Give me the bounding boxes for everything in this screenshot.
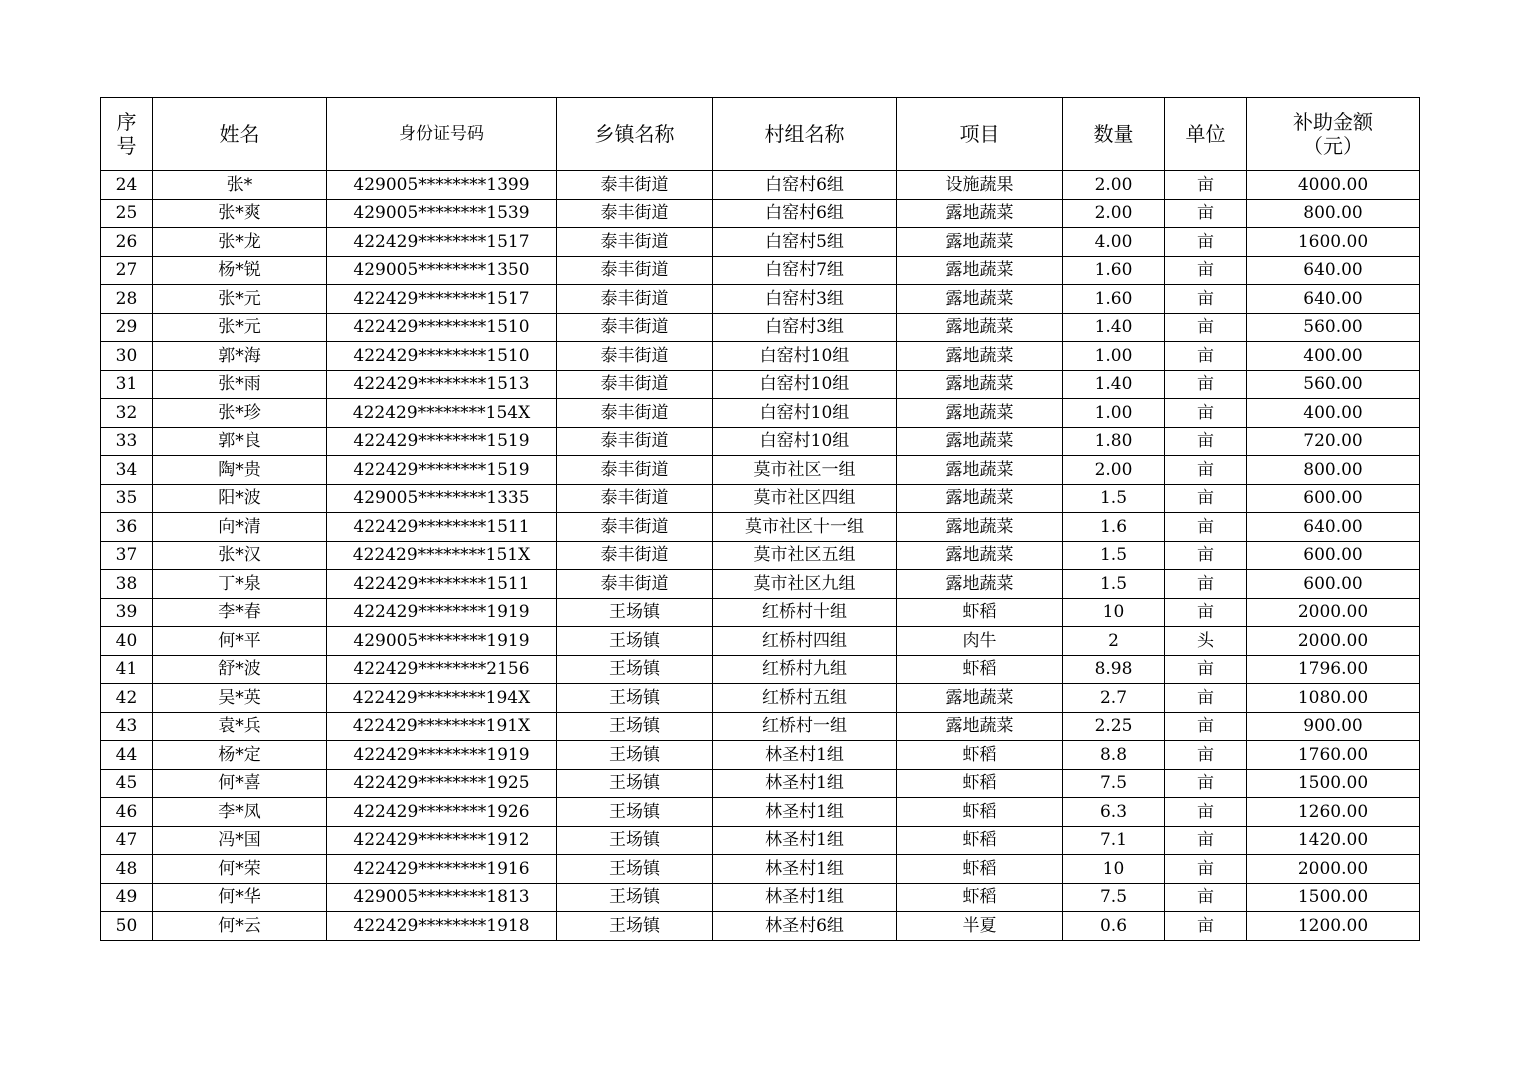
subsidy-table-sheet — [100, 97, 1420, 941]
cell-seq: 37 — [101, 541, 153, 570]
cell-name: 张*元 — [153, 285, 327, 314]
cell-unit: 亩 — [1165, 370, 1247, 399]
cell-quantity: 2 — [1063, 627, 1165, 656]
cell-project: 露地蔬菜 — [897, 541, 1063, 570]
cell-seq: 34 — [101, 456, 153, 485]
cell-seq: 42 — [101, 684, 153, 713]
cell-project: 露地蔬菜 — [897, 399, 1063, 428]
cell-project: 露地蔬菜 — [897, 427, 1063, 456]
cell-quantity: 1.80 — [1063, 427, 1165, 456]
cell-id-number: 429005********1919 — [327, 627, 557, 656]
cell-project: 露地蔬菜 — [897, 712, 1063, 741]
cell-township: 泰丰街道 — [557, 199, 713, 228]
header-quantity: 数量 — [1063, 98, 1165, 171]
cell-township: 泰丰街道 — [557, 541, 713, 570]
cell-township: 泰丰街道 — [557, 342, 713, 371]
cell-name: 舒*波 — [153, 655, 327, 684]
table-row — [101, 456, 1420, 485]
cell-subsidy-amount: 560.00 — [1247, 370, 1420, 399]
table-body — [101, 171, 1420, 941]
cell-township: 泰丰街道 — [557, 570, 713, 599]
table-row — [101, 228, 1420, 257]
cell-project: 虾稻 — [897, 655, 1063, 684]
cell-name: 冯*国 — [153, 826, 327, 855]
cell-unit: 亩 — [1165, 570, 1247, 599]
cell-name: 张*珍 — [153, 399, 327, 428]
cell-subsidy-amount: 600.00 — [1247, 484, 1420, 513]
table-row — [101, 769, 1420, 798]
table-row — [101, 627, 1420, 656]
cell-project: 露地蔬菜 — [897, 342, 1063, 371]
cell-id-number: 422429********1919 — [327, 741, 557, 770]
cell-project: 虾稻 — [897, 769, 1063, 798]
cell-id-number: 422429********1918 — [327, 912, 557, 941]
cell-seq: 41 — [101, 655, 153, 684]
cell-name: 张*爽 — [153, 199, 327, 228]
table-row — [101, 912, 1420, 941]
table-row — [101, 712, 1420, 741]
cell-subsidy-amount: 900.00 — [1247, 712, 1420, 741]
cell-township: 泰丰街道 — [557, 427, 713, 456]
cell-id-number: 422429********1919 — [327, 598, 557, 627]
cell-name: 袁*兵 — [153, 712, 327, 741]
cell-quantity: 8.98 — [1063, 655, 1165, 684]
cell-unit: 亩 — [1165, 712, 1247, 741]
cell-name: 张*元 — [153, 313, 327, 342]
table-row — [101, 370, 1420, 399]
table-row — [101, 342, 1420, 371]
table-row — [101, 655, 1420, 684]
cell-project: 虾稻 — [897, 855, 1063, 884]
cell-village-group: 红桥村一组 — [713, 712, 897, 741]
cell-village-group: 林圣村1组 — [713, 741, 897, 770]
cell-unit: 亩 — [1165, 883, 1247, 912]
cell-seq: 44 — [101, 741, 153, 770]
cell-quantity: 1.5 — [1063, 484, 1165, 513]
cell-seq: 30 — [101, 342, 153, 371]
cell-quantity: 2.25 — [1063, 712, 1165, 741]
cell-project: 露地蔬菜 — [897, 313, 1063, 342]
cell-name: 向*清 — [153, 513, 327, 542]
cell-id-number: 422429********1517 — [327, 228, 557, 257]
cell-township: 王场镇 — [557, 684, 713, 713]
cell-project: 露地蔬菜 — [897, 456, 1063, 485]
cell-seq: 25 — [101, 199, 153, 228]
cell-seq: 43 — [101, 712, 153, 741]
cell-project: 虾稻 — [897, 826, 1063, 855]
cell-township: 泰丰街道 — [557, 256, 713, 285]
cell-subsidy-amount: 4000.00 — [1247, 171, 1420, 200]
cell-seq: 33 — [101, 427, 153, 456]
cell-township: 王场镇 — [557, 798, 713, 827]
cell-subsidy-amount: 400.00 — [1247, 342, 1420, 371]
cell-unit: 亩 — [1165, 798, 1247, 827]
cell-id-number: 422429********1510 — [327, 342, 557, 371]
cell-unit: 亩 — [1165, 171, 1247, 200]
cell-quantity: 1.40 — [1063, 313, 1165, 342]
cell-quantity: 2.7 — [1063, 684, 1165, 713]
cell-id-number: 422429********1519 — [327, 456, 557, 485]
cell-village-group: 林圣村1组 — [713, 798, 897, 827]
cell-name: 阳*波 — [153, 484, 327, 513]
cell-subsidy-amount: 1760.00 — [1247, 741, 1420, 770]
table-header-row — [101, 98, 1420, 171]
cell-name: 李*春 — [153, 598, 327, 627]
cell-village-group: 红桥村九组 — [713, 655, 897, 684]
cell-quantity: 2.00 — [1063, 171, 1165, 200]
cell-quantity: 7.5 — [1063, 883, 1165, 912]
cell-unit: 亩 — [1165, 313, 1247, 342]
cell-quantity: 10 — [1063, 598, 1165, 627]
cell-unit: 亩 — [1165, 199, 1247, 228]
cell-subsidy-amount: 800.00 — [1247, 456, 1420, 485]
table-row — [101, 313, 1420, 342]
cell-subsidy-amount: 1420.00 — [1247, 826, 1420, 855]
cell-subsidy-amount: 720.00 — [1247, 427, 1420, 456]
cell-name: 何*平 — [153, 627, 327, 656]
header-project: 项目 — [897, 98, 1063, 171]
cell-township: 泰丰街道 — [557, 228, 713, 257]
cell-township: 王场镇 — [557, 883, 713, 912]
table-row — [101, 199, 1420, 228]
table-row — [101, 741, 1420, 770]
cell-quantity: 1.60 — [1063, 285, 1165, 314]
cell-subsidy-amount: 600.00 — [1247, 541, 1420, 570]
cell-township: 泰丰街道 — [557, 370, 713, 399]
cell-village-group: 林圣村1组 — [713, 769, 897, 798]
cell-subsidy-amount: 1796.00 — [1247, 655, 1420, 684]
cell-quantity: 8.8 — [1063, 741, 1165, 770]
table-row — [101, 684, 1420, 713]
cell-subsidy-amount: 1260.00 — [1247, 798, 1420, 827]
cell-unit: 亩 — [1165, 826, 1247, 855]
cell-unit: 亩 — [1165, 513, 1247, 542]
header-unit: 单位 — [1165, 98, 1247, 171]
cell-project: 露地蔬菜 — [897, 513, 1063, 542]
table-row — [101, 798, 1420, 827]
cell-seq: 48 — [101, 855, 153, 884]
cell-village-group: 白窑村10组 — [713, 370, 897, 399]
cell-unit: 亩 — [1165, 855, 1247, 884]
cell-id-number: 422429********1510 — [327, 313, 557, 342]
cell-name: 张*汉 — [153, 541, 327, 570]
cell-id-number: 429005********1813 — [327, 883, 557, 912]
cell-village-group: 白窑村3组 — [713, 313, 897, 342]
cell-project: 虾稻 — [897, 598, 1063, 627]
cell-seq: 32 — [101, 399, 153, 428]
cell-subsidy-amount: 640.00 — [1247, 285, 1420, 314]
cell-name: 杨*定 — [153, 741, 327, 770]
cell-id-number: 422429********1517 — [327, 285, 557, 314]
cell-township: 泰丰街道 — [557, 513, 713, 542]
cell-seq: 38 — [101, 570, 153, 599]
cell-subsidy-amount: 800.00 — [1247, 199, 1420, 228]
cell-project: 虾稻 — [897, 883, 1063, 912]
cell-quantity: 1.6 — [1063, 513, 1165, 542]
cell-project: 露地蔬菜 — [897, 570, 1063, 599]
table-row — [101, 484, 1420, 513]
cell-quantity: 6.3 — [1063, 798, 1165, 827]
subsidy-table — [100, 97, 1420, 941]
table-row — [101, 513, 1420, 542]
cell-name: 郭*良 — [153, 427, 327, 456]
cell-unit: 亩 — [1165, 684, 1247, 713]
cell-id-number: 429005********1399 — [327, 171, 557, 200]
cell-quantity: 2.00 — [1063, 199, 1165, 228]
cell-quantity: 1.5 — [1063, 541, 1165, 570]
cell-unit: 亩 — [1165, 342, 1247, 371]
cell-id-number: 422429********1925 — [327, 769, 557, 798]
cell-quantity: 4.00 — [1063, 228, 1165, 257]
cell-unit: 亩 — [1165, 399, 1247, 428]
cell-village-group: 莫市社区四组 — [713, 484, 897, 513]
cell-id-number: 422429********1912 — [327, 826, 557, 855]
cell-unit: 亩 — [1165, 456, 1247, 485]
header-village-group: 村组名称 — [713, 98, 897, 171]
cell-subsidy-amount: 1200.00 — [1247, 912, 1420, 941]
cell-seq: 31 — [101, 370, 153, 399]
cell-township: 王场镇 — [557, 741, 713, 770]
cell-name: 李*凤 — [153, 798, 327, 827]
cell-name: 何*云 — [153, 912, 327, 941]
cell-unit: 亩 — [1165, 228, 1247, 257]
cell-unit: 亩 — [1165, 741, 1247, 770]
cell-township: 王场镇 — [557, 712, 713, 741]
table-row — [101, 855, 1420, 884]
cell-township: 泰丰街道 — [557, 399, 713, 428]
cell-village-group: 白窑村10组 — [713, 342, 897, 371]
header-id-number: 身份证号码 — [327, 98, 557, 171]
cell-village-group: 莫市社区九组 — [713, 570, 897, 599]
cell-id-number: 422429********191X — [327, 712, 557, 741]
cell-unit: 头 — [1165, 627, 1247, 656]
cell-village-group: 白窑村10组 — [713, 399, 897, 428]
cell-project: 虾稻 — [897, 741, 1063, 770]
cell-quantity: 10 — [1063, 855, 1165, 884]
cell-quantity: 0.6 — [1063, 912, 1165, 941]
cell-name: 张*雨 — [153, 370, 327, 399]
cell-project: 露地蔬菜 — [897, 228, 1063, 257]
cell-name: 何*荣 — [153, 855, 327, 884]
cell-quantity: 7.1 — [1063, 826, 1165, 855]
cell-subsidy-amount: 2000.00 — [1247, 627, 1420, 656]
cell-village-group: 莫市社区五组 — [713, 541, 897, 570]
cell-village-group: 莫市社区一组 — [713, 456, 897, 485]
cell-unit: 亩 — [1165, 484, 1247, 513]
cell-quantity: 1.00 — [1063, 342, 1165, 371]
cell-id-number: 429005********1335 — [327, 484, 557, 513]
cell-id-number: 429005********1539 — [327, 199, 557, 228]
cell-id-number: 422429********1916 — [327, 855, 557, 884]
cell-id-number: 422429********1519 — [327, 427, 557, 456]
cell-township: 泰丰街道 — [557, 456, 713, 485]
cell-village-group: 白窑村6组 — [713, 199, 897, 228]
cell-subsidy-amount: 1500.00 — [1247, 883, 1420, 912]
table-row — [101, 570, 1420, 599]
cell-project: 半夏 — [897, 912, 1063, 941]
cell-subsidy-amount: 1600.00 — [1247, 228, 1420, 257]
cell-subsidy-amount: 2000.00 — [1247, 855, 1420, 884]
cell-name: 何*喜 — [153, 769, 327, 798]
cell-id-number: 422429********194X — [327, 684, 557, 713]
cell-township: 王场镇 — [557, 769, 713, 798]
cell-id-number: 422429********1511 — [327, 570, 557, 599]
table-row — [101, 285, 1420, 314]
cell-project: 露地蔬菜 — [897, 684, 1063, 713]
cell-village-group: 白窑村3组 — [713, 285, 897, 314]
cell-name: 杨*锐 — [153, 256, 327, 285]
table-row — [101, 541, 1420, 570]
cell-village-group: 红桥村十组 — [713, 598, 897, 627]
header-seq: 序 号 — [101, 98, 153, 171]
cell-seq: 36 — [101, 513, 153, 542]
cell-village-group: 白窑村6组 — [713, 171, 897, 200]
table-row — [101, 427, 1420, 456]
cell-village-group: 白窑村5组 — [713, 228, 897, 257]
cell-quantity: 7.5 — [1063, 769, 1165, 798]
header-township: 乡镇名称 — [557, 98, 713, 171]
cell-seq: 26 — [101, 228, 153, 257]
cell-quantity: 2.00 — [1063, 456, 1165, 485]
cell-name: 吴*英 — [153, 684, 327, 713]
cell-subsidy-amount: 640.00 — [1247, 513, 1420, 542]
cell-township: 王场镇 — [557, 912, 713, 941]
table-row — [101, 598, 1420, 627]
table-row — [101, 399, 1420, 428]
cell-township: 泰丰街道 — [557, 484, 713, 513]
cell-project: 露地蔬菜 — [897, 285, 1063, 314]
cell-name: 陶*贵 — [153, 456, 327, 485]
cell-seq: 35 — [101, 484, 153, 513]
cell-village-group: 林圣村1组 — [713, 883, 897, 912]
cell-id-number: 422429********151X — [327, 541, 557, 570]
cell-seq: 28 — [101, 285, 153, 314]
cell-seq: 45 — [101, 769, 153, 798]
cell-village-group: 白窑村7组 — [713, 256, 897, 285]
cell-seq: 39 — [101, 598, 153, 627]
cell-name: 张*龙 — [153, 228, 327, 257]
cell-name: 张* — [153, 171, 327, 200]
cell-unit: 亩 — [1165, 427, 1247, 456]
cell-name: 丁*泉 — [153, 570, 327, 599]
cell-unit: 亩 — [1165, 655, 1247, 684]
cell-township: 王场镇 — [557, 627, 713, 656]
cell-subsidy-amount: 640.00 — [1247, 256, 1420, 285]
cell-village-group: 白窑村10组 — [713, 427, 897, 456]
cell-id-number: 422429********1511 — [327, 513, 557, 542]
cell-village-group: 红桥村四组 — [713, 627, 897, 656]
cell-project: 肉牛 — [897, 627, 1063, 656]
cell-quantity: 1.00 — [1063, 399, 1165, 428]
cell-township: 泰丰街道 — [557, 171, 713, 200]
cell-id-number: 422429********1926 — [327, 798, 557, 827]
cell-name: 郭*海 — [153, 342, 327, 371]
header-subsidy-amount: 补助金额 （元） — [1247, 98, 1420, 171]
table-row — [101, 256, 1420, 285]
cell-seq: 46 — [101, 798, 153, 827]
cell-unit: 亩 — [1165, 769, 1247, 798]
cell-seq: 24 — [101, 171, 153, 200]
cell-township: 泰丰街道 — [557, 313, 713, 342]
cell-id-number: 422429********2156 — [327, 655, 557, 684]
cell-subsidy-amount: 560.00 — [1247, 313, 1420, 342]
cell-township: 泰丰街道 — [557, 285, 713, 314]
cell-subsidy-amount: 1080.00 — [1247, 684, 1420, 713]
cell-project: 设施蔬果 — [897, 171, 1063, 200]
cell-project: 露地蔬菜 — [897, 256, 1063, 285]
table-row — [101, 883, 1420, 912]
table-row — [101, 171, 1420, 200]
cell-id-number: 422429********154X — [327, 399, 557, 428]
cell-quantity: 1.5 — [1063, 570, 1165, 599]
cell-project: 露地蔬菜 — [897, 484, 1063, 513]
cell-id-number: 422429********1513 — [327, 370, 557, 399]
cell-id-number: 429005********1350 — [327, 256, 557, 285]
cell-unit: 亩 — [1165, 285, 1247, 314]
cell-village-group: 红桥村五组 — [713, 684, 897, 713]
cell-seq: 47 — [101, 826, 153, 855]
cell-village-group: 林圣村1组 — [713, 855, 897, 884]
cell-unit: 亩 — [1165, 598, 1247, 627]
table-row — [101, 826, 1420, 855]
cell-township: 王场镇 — [557, 598, 713, 627]
cell-township: 王场镇 — [557, 826, 713, 855]
cell-village-group: 莫市社区十一组 — [713, 513, 897, 542]
cell-village-group: 林圣村1组 — [713, 826, 897, 855]
cell-unit: 亩 — [1165, 256, 1247, 285]
cell-village-group: 林圣村6组 — [713, 912, 897, 941]
cell-township: 王场镇 — [557, 855, 713, 884]
cell-subsidy-amount: 600.00 — [1247, 570, 1420, 599]
cell-quantity: 1.60 — [1063, 256, 1165, 285]
cell-seq: 49 — [101, 883, 153, 912]
cell-subsidy-amount: 1500.00 — [1247, 769, 1420, 798]
cell-unit: 亩 — [1165, 541, 1247, 570]
header-name: 姓名 — [153, 98, 327, 171]
cell-subsidy-amount: 2000.00 — [1247, 598, 1420, 627]
cell-unit: 亩 — [1165, 912, 1247, 941]
cell-project: 露地蔬菜 — [897, 370, 1063, 399]
cell-subsidy-amount: 400.00 — [1247, 399, 1420, 428]
cell-name: 何*华 — [153, 883, 327, 912]
cell-seq: 50 — [101, 912, 153, 941]
cell-seq: 40 — [101, 627, 153, 656]
cell-township: 王场镇 — [557, 655, 713, 684]
cell-project: 虾稻 — [897, 798, 1063, 827]
cell-seq: 29 — [101, 313, 153, 342]
cell-seq: 27 — [101, 256, 153, 285]
cell-project: 露地蔬菜 — [897, 199, 1063, 228]
cell-quantity: 1.40 — [1063, 370, 1165, 399]
